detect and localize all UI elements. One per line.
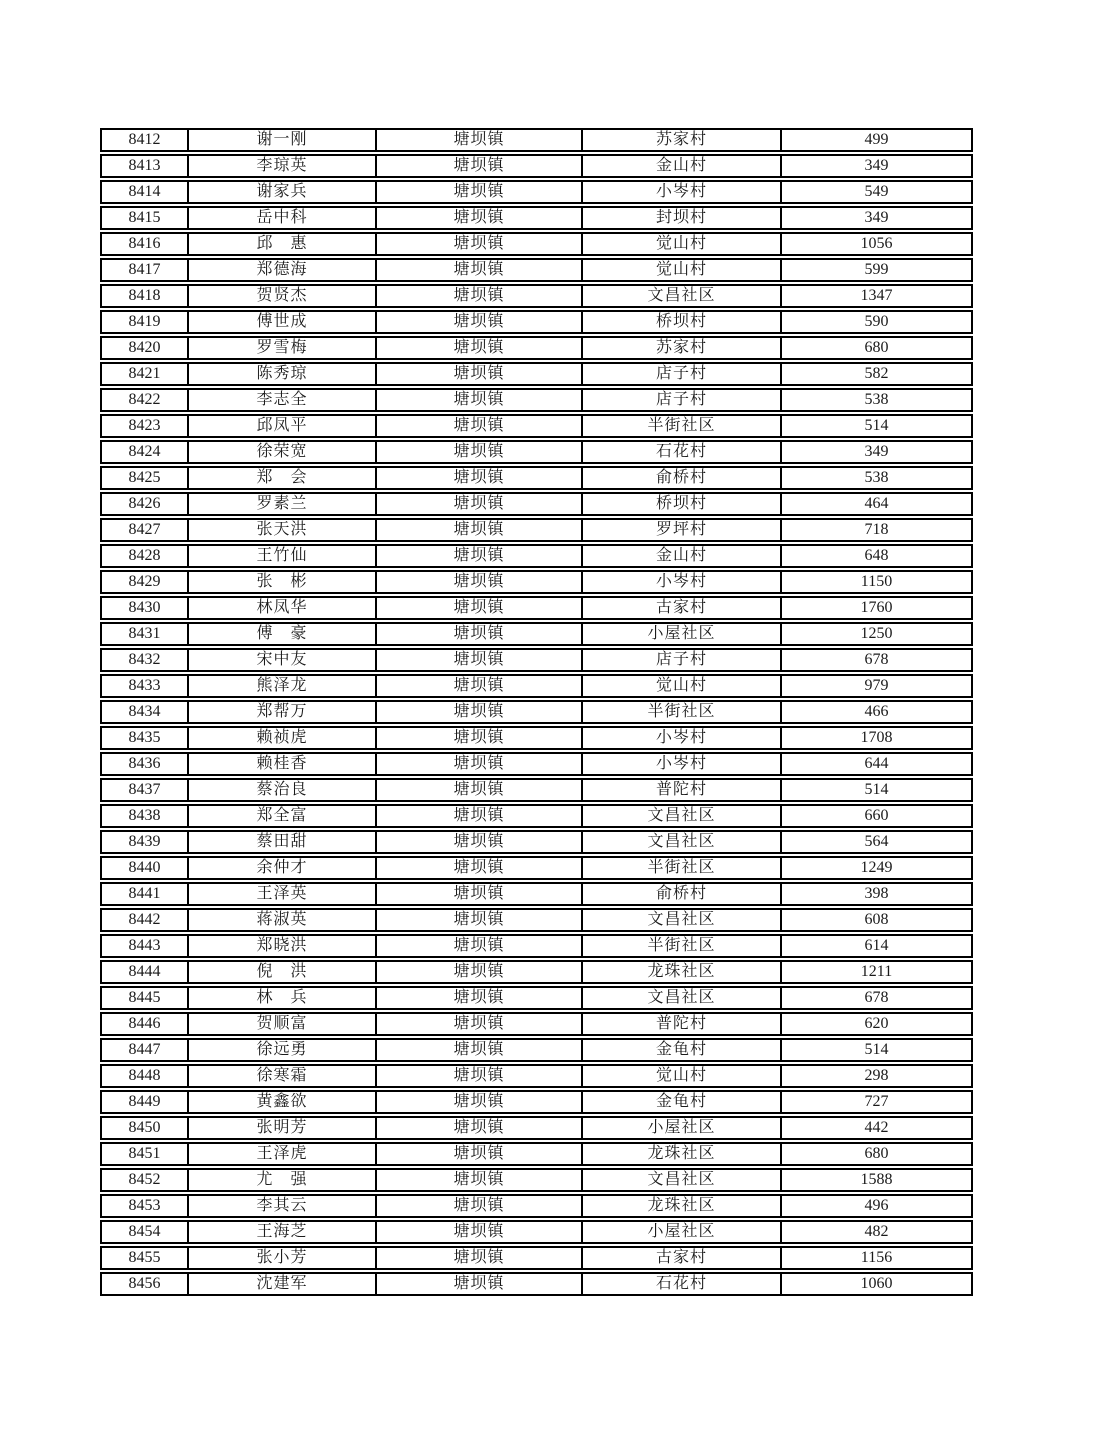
cell-serial-number: 8419 (102, 312, 189, 332)
cell-serial-number: 8450 (102, 1118, 189, 1138)
table-row (100, 1038, 973, 1062)
cell-value: 1156 (860, 1249, 893, 1266)
cell-town: 塘坝镇 (377, 728, 583, 748)
cell-person-name: 谢家兵 (189, 182, 377, 202)
table-row (100, 310, 973, 334)
cell-village: 文昌社区 (583, 832, 782, 852)
cell-serial-number: 8416 (102, 234, 189, 254)
cell-village: 金山村 (583, 546, 782, 566)
cell-serial-number: 8447 (102, 1040, 189, 1060)
cell-village: 小岑村 (583, 728, 782, 748)
cell-village: 店子村 (583, 650, 782, 670)
cell-person-name: 王泽虎 (189, 1144, 377, 1164)
cell-person-name: 邱 惠 (189, 234, 377, 254)
cell-value: 1211 (860, 963, 893, 980)
cell-value: 514 (864, 1041, 889, 1058)
cell-village: 文昌社区 (583, 806, 782, 826)
table-row (100, 1272, 973, 1296)
cell-person-name: 赖祯虎 (189, 728, 377, 748)
cell-value: 466 (864, 703, 889, 720)
cell-serial-number: 8421 (102, 364, 189, 384)
cell-value: 564 (864, 833, 889, 850)
cell-person-name: 陈秀琼 (189, 364, 377, 384)
cell-value: 582 (864, 365, 889, 382)
cell-village: 俞桥村 (583, 884, 782, 904)
cell-village: 金山村 (583, 156, 782, 176)
table-row (100, 960, 973, 984)
cell-person-name: 蔡田甜 (189, 832, 377, 852)
table-row (100, 856, 973, 880)
cell-town: 塘坝镇 (377, 520, 583, 540)
cell-person-name: 邱凤平 (189, 416, 377, 436)
cell-person-name: 张明芳 (189, 1118, 377, 1138)
cell-value: 442 (864, 1119, 889, 1136)
cell-serial-number: 8427 (102, 520, 189, 540)
table-row (100, 778, 973, 802)
cell-person-name: 蒋淑英 (189, 910, 377, 930)
table-row (100, 1168, 973, 1192)
cell-village: 半街社区 (583, 416, 782, 436)
table-row (100, 544, 973, 568)
table-row (100, 180, 973, 204)
cell-value: 349 (864, 443, 889, 460)
cell-serial-number: 8436 (102, 754, 189, 774)
cell-village: 金龟村 (583, 1092, 782, 1112)
cell-serial-number: 8449 (102, 1092, 189, 1112)
cell-value: 678 (864, 651, 889, 668)
cell-person-name: 贺顺富 (189, 1014, 377, 1034)
cell-serial-number: 8431 (102, 624, 189, 644)
cell-village: 古家村 (583, 598, 782, 618)
cell-value: 608 (864, 911, 889, 928)
cell-person-name: 张小芳 (189, 1248, 377, 1268)
cell-town: 塘坝镇 (377, 1196, 583, 1216)
cell-value: 514 (864, 417, 889, 434)
cell-value: 398 (864, 885, 889, 902)
cell-town: 塘坝镇 (377, 1040, 583, 1060)
cell-serial-number: 8429 (102, 572, 189, 592)
cell-village: 苏家村 (583, 130, 782, 150)
cell-person-name: 余仲才 (189, 858, 377, 878)
cell-value: 1060 (860, 1275, 893, 1292)
table-row (100, 1116, 973, 1140)
cell-value: 660 (864, 807, 889, 824)
cell-serial-number: 8418 (102, 286, 189, 306)
cell-village: 店子村 (583, 390, 782, 410)
cell-village: 古家村 (583, 1248, 782, 1268)
table-row (100, 414, 973, 438)
cell-serial-number: 8452 (102, 1170, 189, 1190)
cell-value: 349 (864, 157, 889, 174)
cell-value: 590 (864, 313, 889, 330)
cell-serial-number: 8420 (102, 338, 189, 358)
cell-town: 塘坝镇 (377, 1118, 583, 1138)
cell-serial-number: 8448 (102, 1066, 189, 1086)
table-row (100, 882, 973, 906)
cell-serial-number: 8412 (102, 130, 189, 150)
cell-town: 塘坝镇 (377, 1092, 583, 1112)
cell-person-name: 林凤华 (189, 598, 377, 618)
cell-town: 塘坝镇 (377, 988, 583, 1008)
cell-person-name: 王泽英 (189, 884, 377, 904)
cell-town: 塘坝镇 (377, 1222, 583, 1242)
cell-value: 1150 (860, 573, 893, 590)
cell-value: 727 (864, 1093, 889, 1110)
cell-town: 塘坝镇 (377, 442, 583, 462)
cell-value: 680 (864, 1145, 889, 1162)
cell-village: 觉山村 (583, 234, 782, 254)
cell-town: 塘坝镇 (377, 130, 583, 150)
cell-town: 塘坝镇 (377, 572, 583, 592)
cell-value: 496 (864, 1197, 889, 1214)
cell-value: 1250 (860, 625, 893, 642)
cell-town: 塘坝镇 (377, 780, 583, 800)
cell-village: 龙珠社区 (583, 1196, 782, 1216)
cell-serial-number: 8440 (102, 858, 189, 878)
cell-value: 538 (864, 391, 889, 408)
cell-value: 514 (864, 781, 889, 798)
cell-person-name: 郑帮万 (189, 702, 377, 722)
cell-value: 298 (864, 1067, 889, 1084)
cell-serial-number: 8454 (102, 1222, 189, 1242)
cell-serial-number: 8437 (102, 780, 189, 800)
cell-town: 塘坝镇 (377, 962, 583, 982)
cell-value: 644 (864, 755, 889, 772)
cell-village: 金龟村 (583, 1040, 782, 1060)
cell-value: 614 (864, 937, 889, 954)
cell-village: 半街社区 (583, 936, 782, 956)
table-row (100, 518, 973, 542)
cell-value: 349 (864, 209, 889, 226)
cell-town: 塘坝镇 (377, 208, 583, 228)
cell-village: 小岑村 (583, 572, 782, 592)
cell-town: 塘坝镇 (377, 884, 583, 904)
cell-value: 549 (864, 183, 889, 200)
cell-village: 小屋社区 (583, 624, 782, 644)
table-row (100, 388, 973, 412)
cell-village: 文昌社区 (583, 910, 782, 930)
cell-town: 塘坝镇 (377, 1274, 583, 1294)
cell-town: 塘坝镇 (377, 832, 583, 852)
table-row (100, 128, 973, 152)
cell-town: 塘坝镇 (377, 338, 583, 358)
cell-serial-number: 8439 (102, 832, 189, 852)
cell-village: 石花村 (583, 442, 782, 462)
table-row (100, 934, 973, 958)
cell-person-name: 罗雪梅 (189, 338, 377, 358)
table-row (100, 1246, 973, 1270)
cell-person-name: 倪 洪 (189, 962, 377, 982)
table-row (100, 700, 973, 724)
table-row (100, 492, 973, 516)
cell-value: 1347 (860, 287, 893, 304)
cell-person-name: 徐寒霜 (189, 1066, 377, 1086)
table-row (100, 1064, 973, 1088)
cell-serial-number: 8425 (102, 468, 189, 488)
cell-town: 塘坝镇 (377, 754, 583, 774)
cell-person-name: 李其云 (189, 1196, 377, 1216)
cell-village: 俞桥村 (583, 468, 782, 488)
cell-village: 小岑村 (583, 754, 782, 774)
cell-town: 塘坝镇 (377, 286, 583, 306)
cell-town: 塘坝镇 (377, 1014, 583, 1034)
cell-value: 464 (864, 495, 889, 512)
table-row (100, 284, 973, 308)
table-row (100, 726, 973, 750)
cell-person-name: 李琼英 (189, 156, 377, 176)
cell-serial-number: 8445 (102, 988, 189, 1008)
cell-town: 塘坝镇 (377, 364, 583, 384)
cell-value: 538 (864, 469, 889, 486)
cell-value: 680 (864, 339, 889, 356)
cell-serial-number: 8438 (102, 806, 189, 826)
cell-person-name: 宋中友 (189, 650, 377, 670)
cell-town: 塘坝镇 (377, 702, 583, 722)
cell-village: 文昌社区 (583, 988, 782, 1008)
cell-person-name: 林 兵 (189, 988, 377, 1008)
cell-town: 塘坝镇 (377, 676, 583, 696)
table-row (100, 596, 973, 620)
cell-person-name: 岳中科 (189, 208, 377, 228)
table-row (100, 1090, 973, 1114)
cell-person-name: 王海芝 (189, 1222, 377, 1242)
cell-serial-number: 8414 (102, 182, 189, 202)
cell-serial-number: 8415 (102, 208, 189, 228)
cell-value: 482 (864, 1223, 889, 1240)
cell-town: 塘坝镇 (377, 468, 583, 488)
cell-person-name: 郑 会 (189, 468, 377, 488)
cell-person-name: 蔡治良 (189, 780, 377, 800)
cell-value: 1249 (860, 859, 893, 876)
cell-person-name: 尤 强 (189, 1170, 377, 1190)
table-row (100, 674, 973, 698)
table-row (100, 362, 973, 386)
cell-town: 塘坝镇 (377, 260, 583, 280)
cell-serial-number: 8453 (102, 1196, 189, 1216)
cell-village: 罗坪村 (583, 520, 782, 540)
cell-serial-number: 8428 (102, 546, 189, 566)
cell-person-name: 沈建军 (189, 1274, 377, 1294)
cell-village: 店子村 (583, 364, 782, 384)
cell-serial-number: 8423 (102, 416, 189, 436)
cell-person-name: 郑全富 (189, 806, 377, 826)
cell-village: 小岑村 (583, 182, 782, 202)
table-row (100, 1220, 973, 1244)
cell-serial-number: 8426 (102, 494, 189, 514)
cell-village: 石花村 (583, 1274, 782, 1294)
cell-village: 小屋社区 (583, 1222, 782, 1242)
cell-value: 648 (864, 547, 889, 564)
cell-town: 塘坝镇 (377, 494, 583, 514)
cell-serial-number: 8441 (102, 884, 189, 904)
cell-village: 小屋社区 (583, 1118, 782, 1138)
cell-town: 塘坝镇 (377, 156, 583, 176)
cell-town: 塘坝镇 (377, 312, 583, 332)
cell-value: 1056 (860, 235, 893, 252)
cell-serial-number: 8442 (102, 910, 189, 930)
cell-serial-number: 8455 (102, 1248, 189, 1268)
cell-village: 龙珠社区 (583, 962, 782, 982)
cell-village: 封坝村 (583, 208, 782, 228)
cell-person-name: 黄鑫欲 (189, 1092, 377, 1112)
cell-person-name: 郑晓洪 (189, 936, 377, 956)
cell-person-name: 谢一刚 (189, 130, 377, 150)
table-row (100, 908, 973, 932)
cell-serial-number: 8444 (102, 962, 189, 982)
cell-village: 文昌社区 (583, 1170, 782, 1190)
cell-town: 塘坝镇 (377, 910, 583, 930)
cell-person-name: 徐远勇 (189, 1040, 377, 1060)
cell-person-name: 王竹仙 (189, 546, 377, 566)
cell-value: 1760 (860, 599, 893, 616)
cell-serial-number: 8443 (102, 936, 189, 956)
table-row (100, 232, 973, 256)
table-row (100, 804, 973, 828)
table-row (100, 1142, 973, 1166)
cell-person-name: 李志全 (189, 390, 377, 410)
cell-person-name: 傅世成 (189, 312, 377, 332)
cell-person-name: 徐荣宽 (189, 442, 377, 462)
cell-town: 塘坝镇 (377, 546, 583, 566)
cell-value: 678 (864, 989, 889, 1006)
table-row (100, 1194, 973, 1218)
cell-village: 桥坝村 (583, 494, 782, 514)
cell-serial-number: 8451 (102, 1144, 189, 1164)
cell-town: 塘坝镇 (377, 234, 583, 254)
table-row (100, 648, 973, 672)
cell-value: 620 (864, 1015, 889, 1032)
cell-town: 塘坝镇 (377, 806, 583, 826)
table-row (100, 206, 973, 230)
cell-town: 塘坝镇 (377, 598, 583, 618)
cell-village: 觉山村 (583, 260, 782, 280)
cell-person-name: 傅 豪 (189, 624, 377, 644)
cell-village: 桥坝村 (583, 312, 782, 332)
cell-person-name: 赖桂香 (189, 754, 377, 774)
cell-village: 觉山村 (583, 676, 782, 696)
cell-town: 塘坝镇 (377, 650, 583, 670)
cell-town: 塘坝镇 (377, 182, 583, 202)
cell-person-name: 张天洪 (189, 520, 377, 540)
cell-village: 文昌社区 (583, 286, 782, 306)
roster-table (100, 128, 973, 1296)
table-row (100, 440, 973, 464)
cell-person-name: 张 彬 (189, 572, 377, 592)
table-row (100, 466, 973, 490)
cell-value: 1588 (860, 1171, 893, 1188)
cell-village: 苏家村 (583, 338, 782, 358)
cell-town: 塘坝镇 (377, 1170, 583, 1190)
cell-person-name: 熊泽龙 (189, 676, 377, 696)
cell-value: 979 (864, 677, 889, 694)
cell-town: 塘坝镇 (377, 1066, 583, 1086)
cell-serial-number: 8446 (102, 1014, 189, 1034)
cell-village: 普陀村 (583, 1014, 782, 1034)
cell-town: 塘坝镇 (377, 1144, 583, 1164)
table-row (100, 336, 973, 360)
cell-village: 觉山村 (583, 1066, 782, 1086)
table-row (100, 258, 973, 282)
cell-town: 塘坝镇 (377, 858, 583, 878)
table-row (100, 622, 973, 646)
cell-serial-number: 8434 (102, 702, 189, 722)
cell-value: 499 (864, 131, 889, 148)
cell-serial-number: 8424 (102, 442, 189, 462)
cell-value: 1708 (860, 729, 893, 746)
cell-value: 718 (864, 521, 889, 538)
cell-serial-number: 8435 (102, 728, 189, 748)
cell-serial-number: 8417 (102, 260, 189, 280)
cell-village: 普陀村 (583, 780, 782, 800)
cell-serial-number: 8433 (102, 676, 189, 696)
cell-town: 塘坝镇 (377, 390, 583, 410)
table-row (100, 986, 973, 1010)
cell-person-name: 郑德海 (189, 260, 377, 280)
cell-village: 半街社区 (583, 858, 782, 878)
table-row (100, 1012, 973, 1036)
cell-town: 塘坝镇 (377, 624, 583, 644)
table-row (100, 154, 973, 178)
cell-village: 半街社区 (583, 702, 782, 722)
cell-person-name: 罗素兰 (189, 494, 377, 514)
cell-person-name: 贺贤杰 (189, 286, 377, 306)
cell-serial-number: 8456 (102, 1274, 189, 1294)
cell-serial-number: 8432 (102, 650, 189, 670)
cell-serial-number: 8422 (102, 390, 189, 410)
table-row (100, 752, 973, 776)
cell-value: 599 (864, 261, 889, 278)
cell-town: 塘坝镇 (377, 936, 583, 956)
cell-serial-number: 8430 (102, 598, 189, 618)
table-row (100, 830, 973, 854)
cell-village: 龙珠社区 (583, 1144, 782, 1164)
table-row (100, 570, 973, 594)
cell-serial-number: 8413 (102, 156, 189, 176)
cell-town: 塘坝镇 (377, 416, 583, 436)
cell-town: 塘坝镇 (377, 1248, 583, 1268)
